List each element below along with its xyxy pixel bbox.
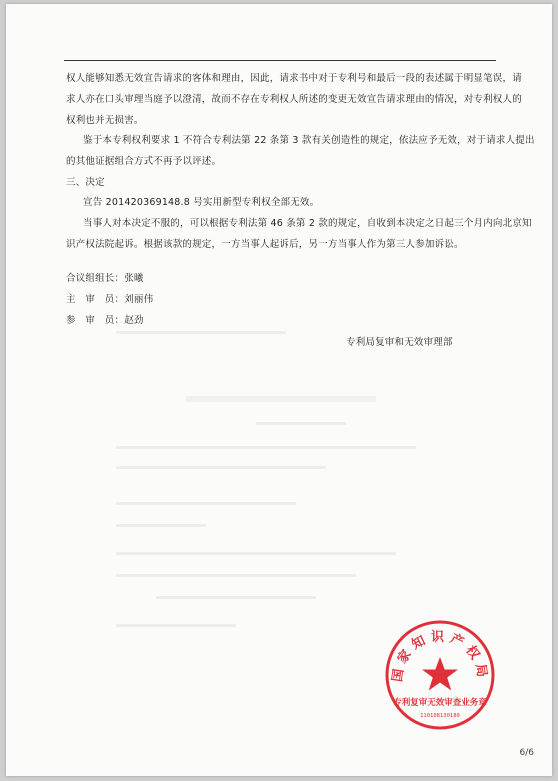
document-page xyxy=(6,4,552,776)
paragraph-2-line-2: 的其他证据组合方式不再予以评述。 xyxy=(66,156,222,167)
decision-line: 宣告 201420369148.8 号实用新型专利权全部无效。 xyxy=(83,197,320,208)
header-rule xyxy=(64,60,496,61)
seal-text-top: 国家知识产权局 xyxy=(390,630,490,683)
panel-leader: 合议组组长：张曦 xyxy=(66,273,144,284)
section-heading: 三、决定 xyxy=(66,177,105,188)
seal-star-icon xyxy=(422,657,458,691)
panel-examiner: 参 审 员：赵劲 xyxy=(66,315,144,326)
paragraph-1-line-2: 求人亦在口头审理当庭予以澄清，故而不存在专利权人所述的变更无效宣告请求理由的情况，对专利权人的 xyxy=(66,94,522,105)
paragraph-3-line-1: 当事人对本决定不服的，可以根据专利法第 46 条第 2 款的规定，自收到本决定之日起三个月内向北京知 xyxy=(83,218,532,229)
official-seal-stamp xyxy=(384,619,496,731)
page-number: 6/6 xyxy=(519,748,534,758)
panel-chief-examiner: 主 审 员：刘丽伟 xyxy=(66,294,154,305)
seal-serial: 110108130180 xyxy=(420,713,460,719)
paragraph-1-line-1: 权人能够知悉无效宣告请求的客体和理由，因此，请求书中对于专利号和最后一段的表述属于明显笔误，请 xyxy=(66,73,522,84)
paragraph-1-line-3: 权利也并无损害。 xyxy=(66,115,144,126)
department-name: 专利局复审和无效审理部 xyxy=(346,337,453,348)
seal-text-bottom: 专利复审无效审查业务章 xyxy=(393,698,487,708)
paragraph-2-line-1: 鉴于本专利权利要求 1 不符合专利法第 22 条第 3 款有关创造性的规定，依法应予无效，对于请求人提出 xyxy=(83,135,535,146)
paragraph-3-line-2: 识产权法院起诉。根据该款的规定，一方当事人起诉后，另一方当事人作为第三人参加诉讼。 xyxy=(66,239,464,250)
